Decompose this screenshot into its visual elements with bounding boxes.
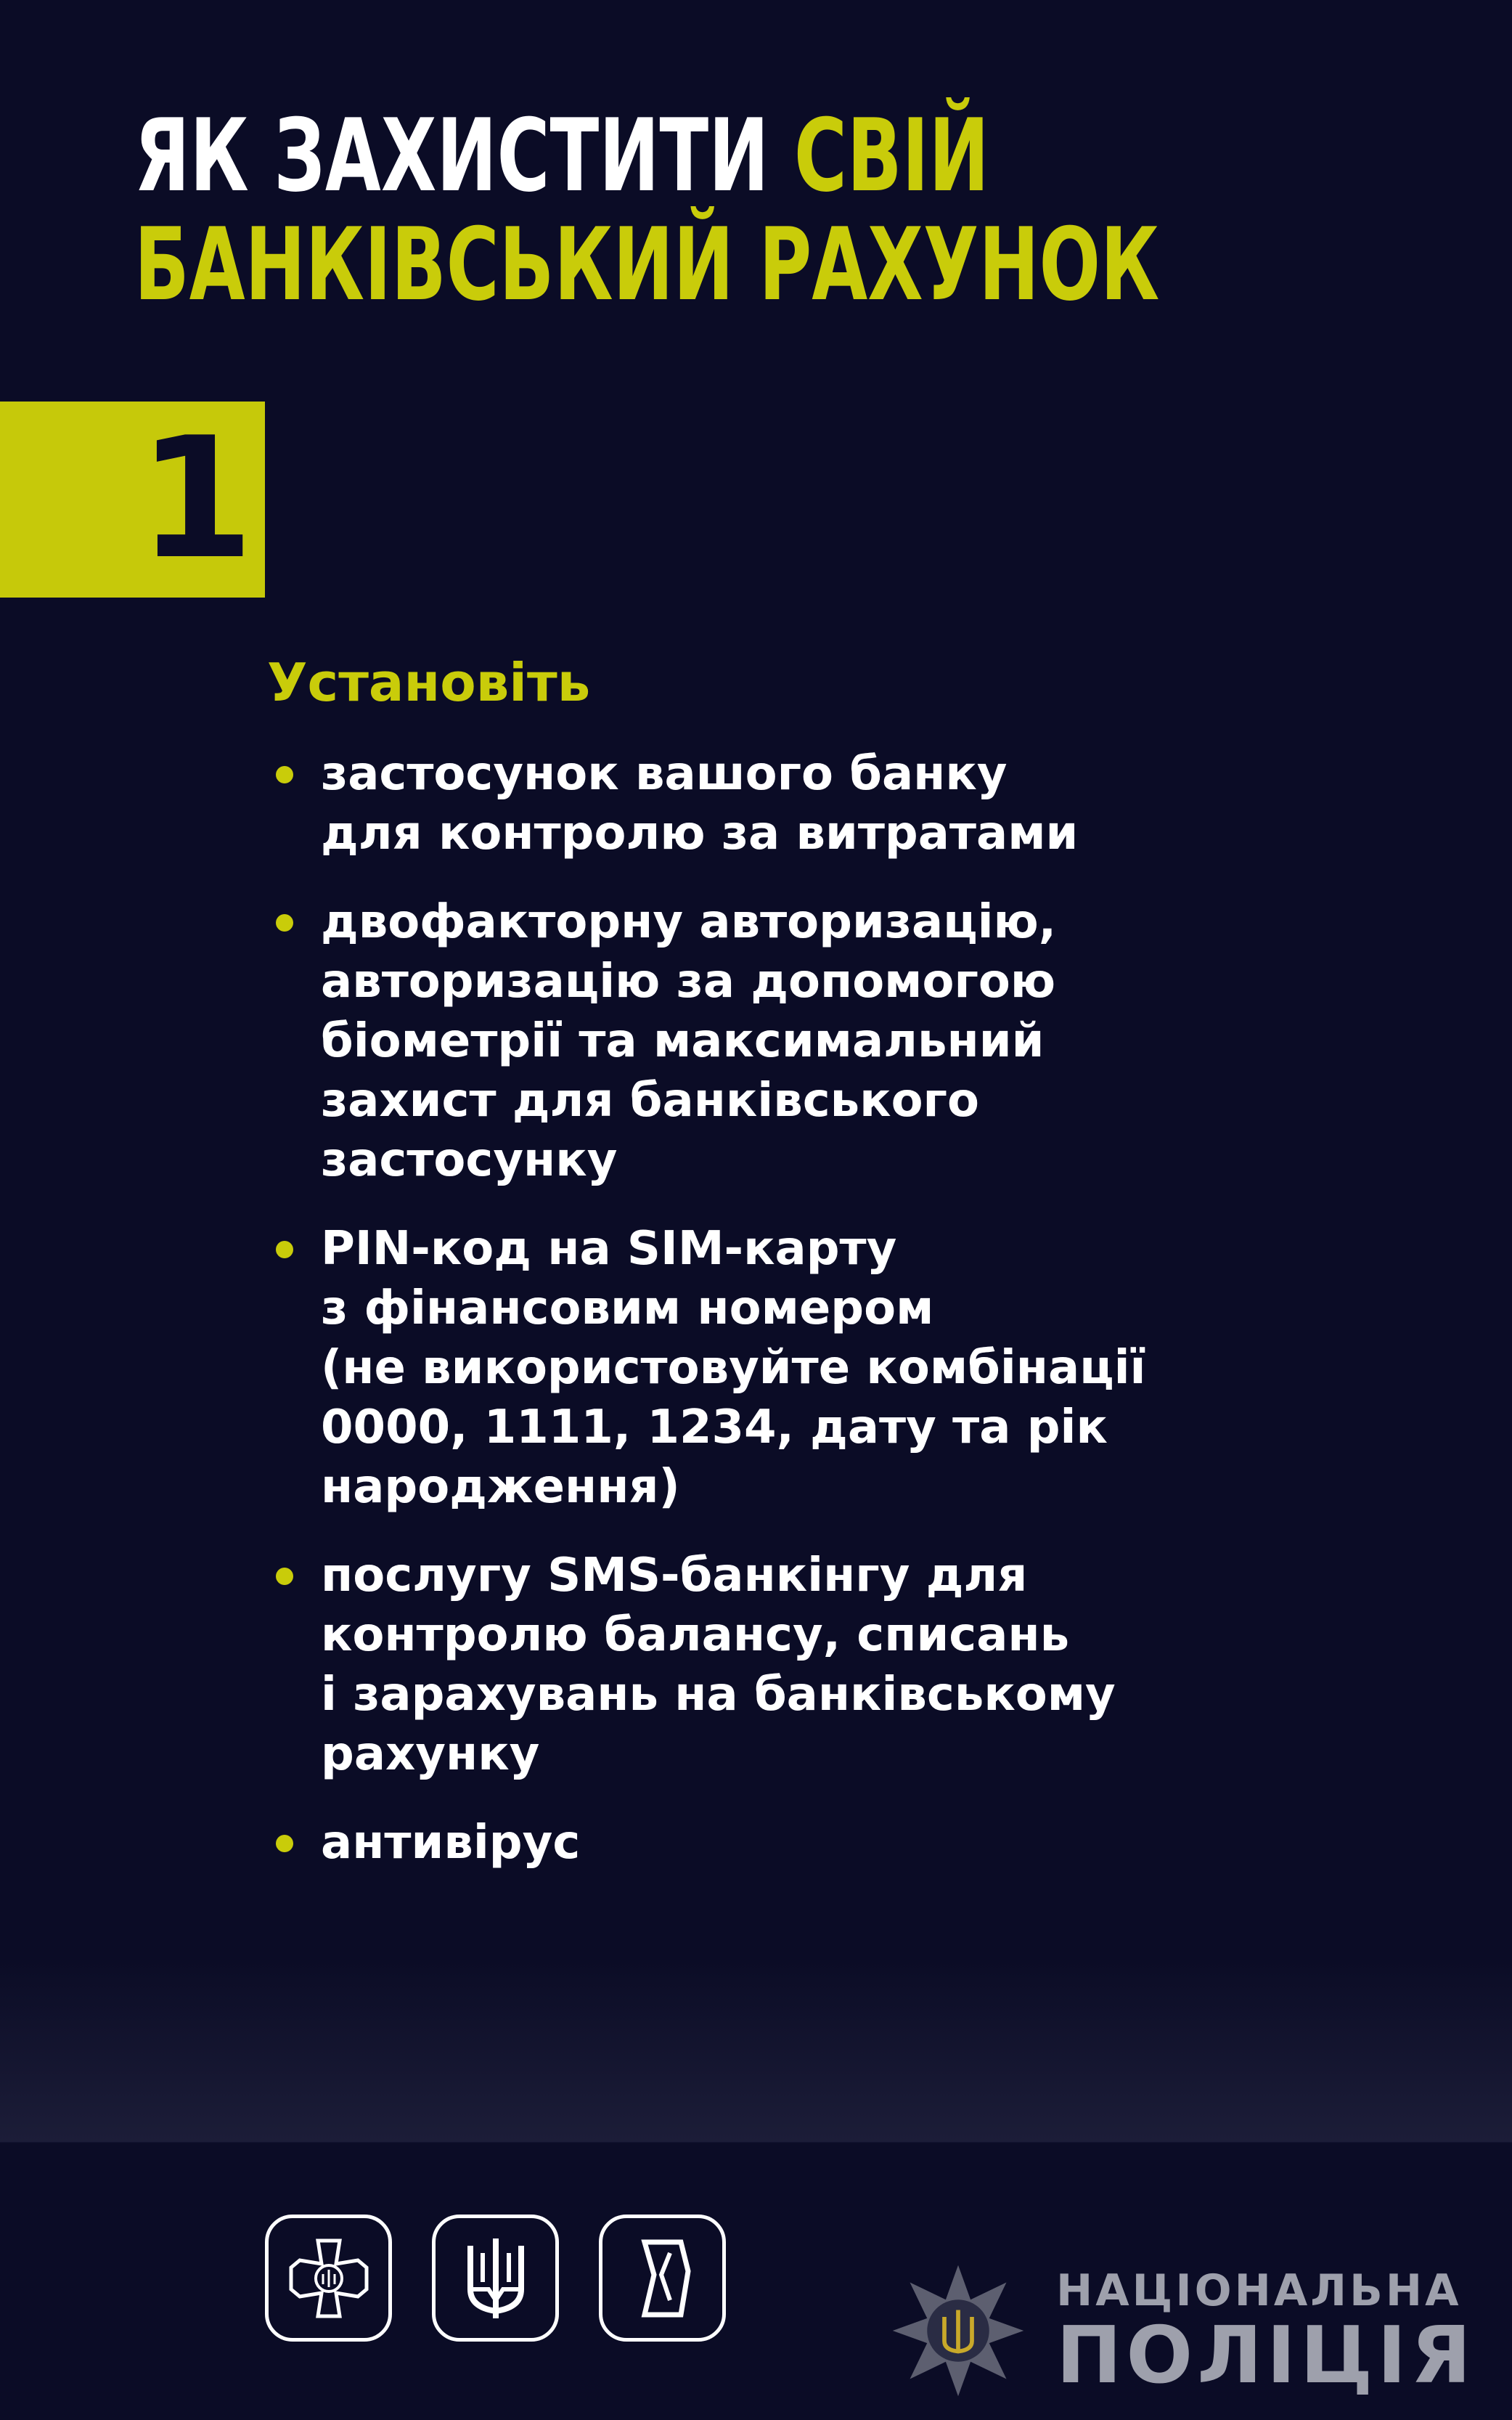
list-item <box>269 1546 1285 1784</box>
police-text <box>1056 2265 1476 2401</box>
police-logo <box>889 2262 1476 2400</box>
list-item <box>269 1813 1285 1873</box>
bullet-icon <box>276 1241 293 1258</box>
bullet-icon <box>276 1568 293 1585</box>
trident-icon <box>432 2215 559 2342</box>
title-line1-white: ЯК ЗАХИСТИТИ <box>134 97 794 214</box>
section-title: Установіть <box>267 652 591 713</box>
step-number-box <box>0 402 265 598</box>
list-item-text: застосунок вашого банку для контролю за витратами <box>321 747 1079 860</box>
list-item <box>269 744 1285 863</box>
list-item-text: двофакторну авторизацію, авторизацію за допомогою біометрії та максимальний захист для банківського застосунку <box>321 895 1057 1187</box>
page-title <box>134 97 1160 323</box>
list-item <box>269 892 1285 1190</box>
police-line2: ПОЛІЦІЯ <box>1056 2310 1476 2401</box>
title-line1-accent: СВІЙ <box>793 97 989 214</box>
title-line2-accent: БАНКІВСЬКИЙ РАХУНОК <box>134 206 1160 323</box>
bullet-icon <box>276 1835 293 1852</box>
bullet-icon <box>276 914 293 932</box>
police-star-icon <box>889 2262 1027 2400</box>
list-item-text: послугу SMS-банкінгу для контролю балансу, списань і зарахувань на банківському рахунку <box>321 1549 1116 1781</box>
footer-icons <box>265 2215 726 2342</box>
tips-list <box>269 744 1285 1902</box>
shield-emblem-icon <box>599 2215 726 2342</box>
list-item <box>269 1219 1285 1517</box>
bullet-icon <box>276 766 293 783</box>
step-number: 1 <box>138 402 255 596</box>
list-item-text: PIN-код на SIM-карту з фінансовим номером (не використовуйте комбінації 0000, 1111, 1234, дату та рік народження) <box>321 1222 1146 1514</box>
police-line1: НАЦІОНАЛЬНА <box>1056 2265 1462 2316</box>
cross-emblem-icon <box>265 2215 392 2342</box>
list-item-text: антивірус <box>321 1816 581 1870</box>
